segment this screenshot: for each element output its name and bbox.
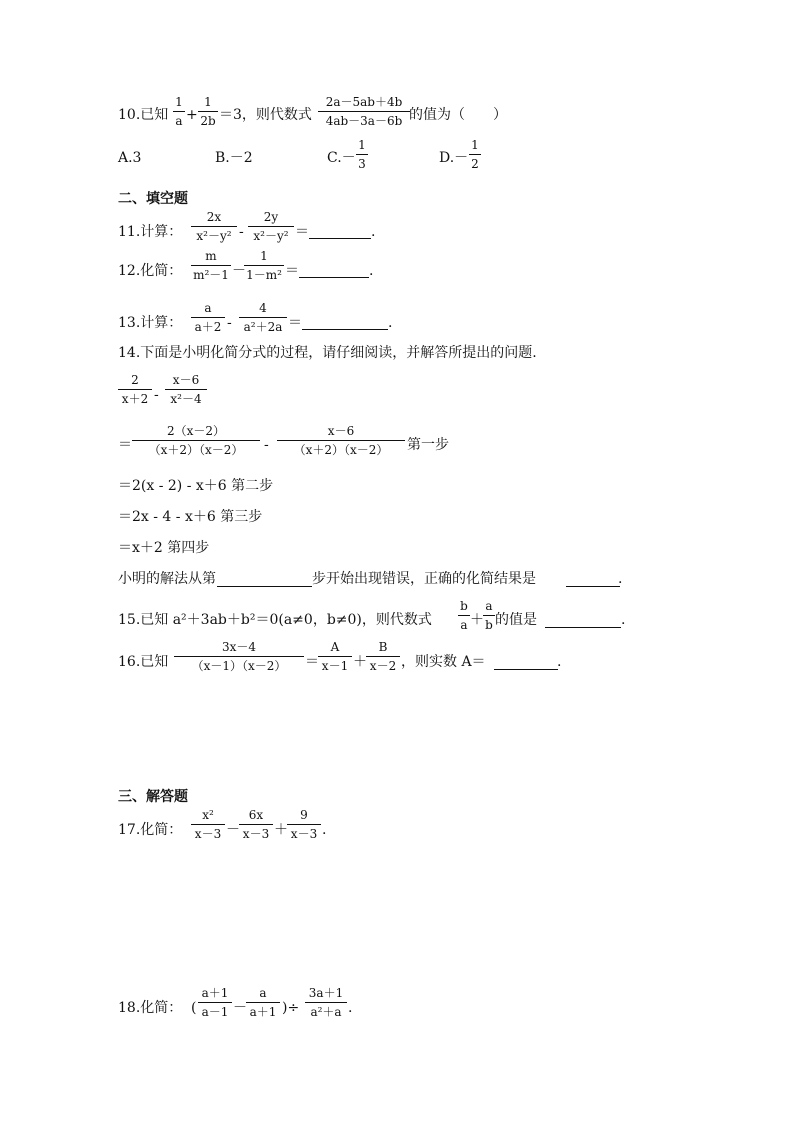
q18-fraction-3: 3a＋1 a²＋a — [305, 987, 347, 1019]
q13-operator: - — [227, 315, 232, 331]
q17-end: . — [322, 822, 327, 838]
q13-prefix: 13.计算： — [118, 315, 183, 331]
q14-step-2: ＝2(x - 2) - x＋6 第二步 — [118, 478, 274, 494]
q11-fraction-1: 2x x²－y² — [191, 211, 237, 243]
q18-left-paren: ( — [191, 1000, 197, 1016]
q13-fraction-1: a a＋2 — [191, 302, 225, 334]
choice-c-fraction: 1 3 — [356, 139, 368, 171]
q15-fraction-2: a b — [483, 600, 495, 632]
q14-step-blank[interactable] — [217, 585, 312, 587]
q11-equals: ＝ — [295, 224, 309, 240]
q10-fraction-2: 1 2b — [198, 96, 218, 128]
q14-step-3: ＝2x - 4 - x＋6 第三步 — [118, 509, 263, 525]
q12-equals: ＝ — [285, 263, 299, 279]
q14-line2-equals: ＝ — [118, 437, 132, 453]
q16-fraction-2: A x－1 — [318, 641, 352, 673]
choice-b: B.－2 — [215, 150, 253, 166]
q16-prefix: 16.已知 — [118, 654, 169, 670]
q12-end: . — [369, 263, 374, 279]
q11-operator: - — [239, 224, 244, 240]
q12-fraction-2: 1 1－m² — [244, 250, 284, 282]
q14-prompt: 14.下面是小明化简分式的过程，请仔细阅读，并解答所提出的问题. — [118, 345, 537, 361]
q18-fraction-2: a a＋1 — [246, 987, 280, 1019]
q18-right-paren-divide: )÷ — [282, 1000, 300, 1016]
q14-line2-operator: - — [264, 437, 269, 453]
q12-fraction-1: m m²－1 — [191, 250, 231, 282]
q16-fraction-3: B x－2 — [366, 641, 400, 673]
q14-question-part-1: 小明的解法从第 — [118, 571, 216, 587]
section-title-solve: 三、解答题 — [118, 789, 188, 805]
q16-answer-blank[interactable] — [494, 668, 558, 670]
q11-fraction-2: 2y x²－y² — [248, 211, 294, 243]
q18-end: . — [348, 1000, 353, 1016]
q14-line2-fraction-1: 2（x－2） （x＋2）（x－2） — [132, 425, 260, 457]
q16-equals: ＝ — [305, 654, 319, 670]
q14-step-1: 第一步 — [407, 437, 449, 453]
q14-result-blank[interactable] — [566, 585, 620, 587]
q15-end: . — [621, 612, 626, 628]
q12-answer-blank[interactable] — [299, 276, 369, 278]
q11-prefix: 11.计算： — [118, 224, 183, 240]
q13-fraction-2: 4 a²＋2a — [239, 302, 287, 334]
q17-fraction-2: 6x x－3 — [239, 809, 273, 841]
q17-fraction-3: 9 x－3 — [287, 809, 321, 841]
q14-line1-fraction-2: x－6 x²－4 — [165, 374, 207, 406]
q13-answer-blank[interactable] — [302, 328, 388, 330]
q14-line1-operator: - — [154, 387, 159, 403]
q14-step-4: ＝x＋2 第四步 — [118, 540, 210, 556]
q17-fraction-1: x² x－3 — [191, 809, 225, 841]
q16-end: . — [557, 654, 562, 670]
q10-condition: ＝3，则代数式 — [219, 107, 312, 123]
q18-fraction-1: a＋1 a－1 — [198, 987, 232, 1019]
q10-fraction-1: 1 a — [173, 96, 185, 128]
q17-prefix: 17.化简： — [118, 822, 183, 838]
choice-c-label: C.－ — [327, 150, 356, 166]
q15-prefix: 15.已知 a²＋3ab＋b²＝0(a≠0，b≠0)，则代数式 — [118, 612, 432, 628]
q15-plus: ＋ — [470, 612, 484, 628]
q10-expression: 2a－5ab＋4b 4ab－3a－6b — [318, 96, 410, 128]
q17-operator-2: ＋ — [274, 822, 288, 838]
q12-operator: － — [232, 263, 246, 279]
q10-prefix: 10.已知 — [118, 107, 169, 123]
q16-fraction-1: 3x－4 （x－1）（x－2） — [174, 641, 304, 673]
section-title-fill-blank: 二、填空题 — [118, 191, 188, 207]
q18-prefix: 18.化简： — [118, 1000, 183, 1016]
q13-end: . — [388, 315, 393, 331]
q15-suffix: 的值是 — [495, 612, 537, 628]
q15-fraction-1: b a — [458, 600, 470, 632]
q18-operator: － — [233, 1000, 247, 1016]
q10-suffix: 的值为（ ） — [409, 107, 507, 123]
choice-d-fraction: 1 2 — [469, 139, 481, 171]
q14-line2-fraction-2: x－6 （x＋2）（x－2） — [277, 425, 405, 457]
q17-operator-1: － — [226, 822, 240, 838]
q16-plus: ＋ — [353, 654, 367, 670]
q12-prefix: 12.化简： — [118, 263, 183, 279]
choice-a: A.3 — [118, 150, 142, 166]
q14-question-part-2: 步开始出现错误，正确的化简结果是 — [312, 571, 536, 587]
q15-answer-blank[interactable] — [545, 626, 621, 628]
q11-answer-blank[interactable] — [309, 237, 371, 239]
q16-suffix: ，则实数 A＝ — [401, 654, 486, 670]
q14-line1-fraction-1: 2 x＋2 — [118, 374, 152, 406]
q13-equals: ＝ — [288, 315, 302, 331]
q11-end: . — [371, 224, 376, 240]
choice-d-label: D.－ — [439, 150, 469, 166]
q10-plus: + — [186, 107, 198, 123]
q14-end: . — [618, 571, 623, 587]
